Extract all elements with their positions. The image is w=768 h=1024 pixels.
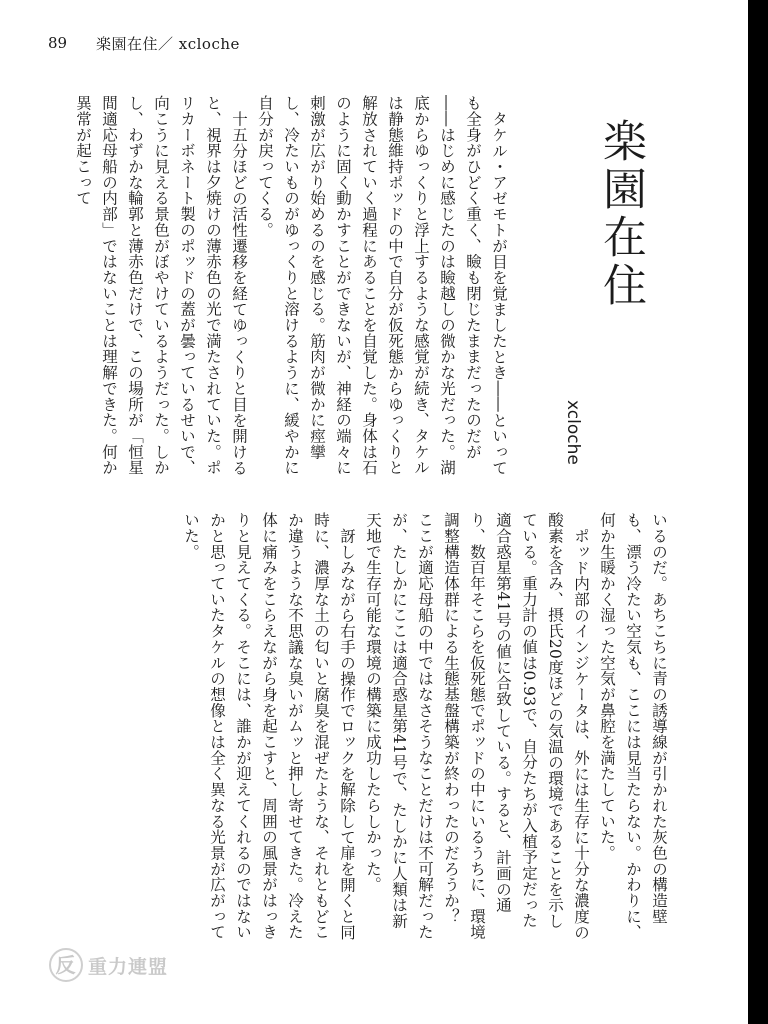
- paragraph: 十五分ほどの活性遷移を経てゆっくりと目を開けると、視界は夕焼けの薄赤色の光で満たされていた。ポリカーボネート製のポッドの蓋が曇っているせいで、向こうに見える景色がぼやけているようだった。しかし、わずかな輪郭と薄赤色だけで、この場所が「恒星間適応母船の内部」ではないことは理解できた。何か異常が起こって: [74, 95, 248, 476]
- watermark-text: 重力連盟: [88, 955, 169, 978]
- story-title: 楽園在住: [595, 118, 646, 310]
- body-text-upper: [74, 95, 512, 487]
- watermark-emblem-char: 反: [55, 953, 77, 977]
- body-text-lower: [82, 512, 672, 944]
- paragraph: タケル・アゼモトが目を覚ましたとき――といっても全身がひどく重く、瞼も閉じたままだったのだが――はじめに感じたのは瞼越しの微かな光だった。湖底からゆっくりと浮上するような感覚が続き、タケルは静態維持ポッドの中で自分が仮死態からゆっくりと解放されていく過程にあることを自覚した。身体は石のように固く動かすことができないが、神経の端々に刺激が広がり始めるのを感じる。筋肉が微かに痙攣し、冷たいものがゆっくりと溶けるように、緩やかに自分が戻ってくる。: [256, 95, 508, 476]
- watermark: [48, 947, 168, 983]
- author-name: xcloche: [563, 400, 583, 465]
- paragraph: ポッド内部のインジケータは、外には生存に十分な濃度の酸素を含み、摂氏20度ほどの気温の環境であることを示している。重力計の値は0.93で、自分たちが入植予定だった適合惑星第41号の値に合致している。すると、計画の通り、数百年そこらを仮死態でポッドの中にいるうちに、環境調整構造体群による生態基盤構築が終わったのだろうか？ ここが適応母船の中ではなさそうなことだけは不可解だったが、たしかにここは適合惑星第41号で、たしかに人類は新天地で生存可能な環境の構築に成功したらしかった。: [364, 512, 590, 940]
- watermark-emblem-icon: [48, 947, 84, 983]
- page-edge-bar: [748, 0, 768, 1024]
- page-number: 89: [48, 34, 68, 52]
- paragraph: いるのだ。あちこちに青の誘導線が引かれた灰色の構造壁も、漂う冷たい空気も、ここには見当たらない。かわりに、何か生暖かく湿った空気が鼻腔を満たしていた。: [598, 512, 668, 940]
- running-head: 楽園在住／ xcloche: [96, 35, 240, 53]
- paragraph: 訝しみながら右手の操作でロックを解除して扉を開くと同時に、濃厚な土の匂いと腐臭を混ぜたような、それともどこか違うような不思議な臭いがムッと押し寄せてきた。冷えた体に痛みをこらえながら身を起こすと、周囲の風景がはっきりと見えてくる。そこには、誰かが迎えてくれるのではないかと思っていたタケルの想像とは全く異なる光景が広がっていた。: [182, 512, 356, 940]
